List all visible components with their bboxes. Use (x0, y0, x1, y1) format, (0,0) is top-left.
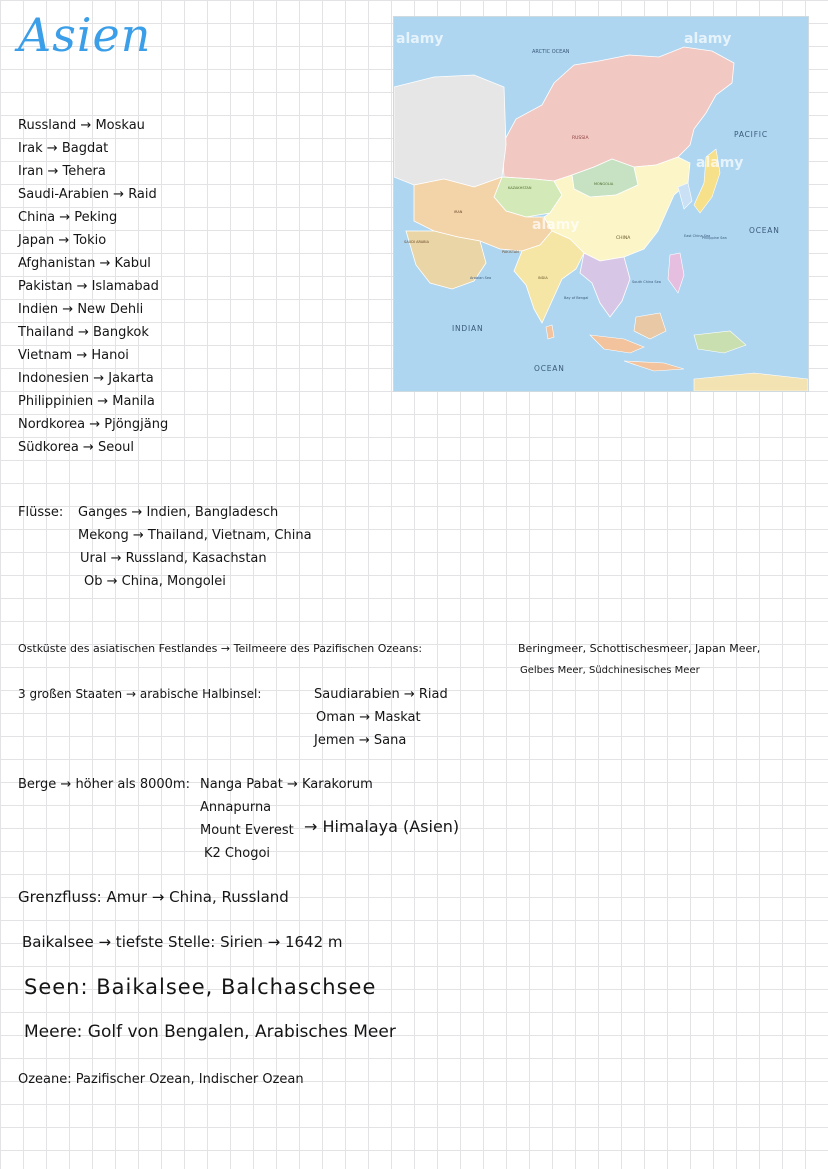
mountains-range: → Himalaya (Asien) (304, 817, 460, 836)
map-label-east-china-sea: East China Sea (684, 234, 711, 238)
list-item: Iran → Tehera (18, 164, 106, 179)
list-item: Philippinien → Manila (18, 394, 155, 409)
list-item: Ob → China, Mongolei (84, 574, 226, 589)
capitals-list (18, 114, 168, 459)
map-region-java (624, 361, 684, 371)
map-region-philippines (668, 253, 684, 293)
list-item: Oman → Maskat (316, 710, 421, 725)
mountains-label: Berge → höher als 8000m: (18, 777, 190, 792)
list-item: Jemen → Sana (314, 733, 407, 748)
map-label-mongolia: MONGOLIA (594, 182, 614, 186)
map-region-sri-lanka (546, 325, 554, 339)
asia-map (393, 16, 809, 392)
list-item: Russland → Moskau (18, 118, 145, 133)
list-item: Afghanistan → Kabul (18, 256, 151, 271)
rivers-label: Flüsse: (18, 505, 64, 520)
list-item: Indonesien → Jakarta (18, 371, 154, 386)
list-item: China → Peking (18, 210, 118, 225)
map-watermark: alamy (532, 217, 580, 233)
map-label-arabian-sea: Arabian Sea (470, 276, 492, 280)
map-watermark: alamy (696, 155, 744, 171)
list-item: Ural → Russland, Kasachstan (80, 551, 267, 566)
list-item: Indien → New Dehli (18, 302, 144, 317)
lakes: Seen: Baikalsee, Balchaschsee (24, 975, 377, 999)
map-label-india: INDIA (538, 276, 548, 280)
list-item: Ganges → Indien, Bangladesch (78, 505, 279, 520)
list-item: K2 Chogoi (204, 846, 271, 861)
map-label-philippine-sea: Philippine Sea (702, 236, 727, 240)
map-label-iran: IRAN (454, 210, 463, 214)
map-region-australia (694, 373, 808, 391)
map-label-kazakhstan: KAZAKHSTAN (508, 186, 532, 190)
coast-seas-2: Gelbes Meer, Südchinesisches Meer (520, 665, 700, 676)
map-label-saudi: SAUDI ARABIA (404, 240, 429, 244)
page-title: Asien (18, 8, 152, 62)
coast-seas-1: Beringmeer, Schottischesmeer, Japan Meer, (518, 642, 761, 655)
map-label-russia: RUSSIA (572, 136, 589, 141)
oceans: Ozeane: Pazifischer Ozean, Indischer Ozean (18, 1072, 304, 1087)
map-label-south-china-sea: South China Sea (632, 280, 661, 284)
map-label-bay-of-bengal: Bay of Bengal (564, 296, 589, 300)
map-label-ocean-east: OCEAN (749, 226, 780, 235)
list-item: Annapurna (200, 800, 272, 815)
border-river: Grenzfluss: Amur → China, Russland (18, 888, 289, 906)
seas: Meere: Golf von Bengalen, Arabisches Meer (24, 1022, 396, 1042)
list-item: Japan → Tokio (18, 233, 107, 248)
list-item: Pakistan → Islamabad (18, 279, 159, 294)
map-label-arctic: ARCTIC OCEAN (532, 49, 570, 55)
list-item: Mekong → Thailand, Vietnam, China (78, 528, 312, 543)
map-region-se-asia (580, 253, 630, 317)
list-item: Nordkorea → Pjöngjäng (18, 417, 169, 432)
map-region-indonesia (590, 335, 644, 353)
map-label-pakistan: PAKISTAN (502, 250, 519, 254)
map-region-new-guinea (694, 331, 746, 353)
map-label-indian: INDIAN (452, 324, 484, 333)
coast-line: Ostküste des asiatischen Festlandes → Teilmeere des Pazifischen Ozeans: (18, 642, 423, 655)
map-label-china: CHINA (616, 236, 631, 241)
map-label-ocean-south: OCEAN (534, 364, 565, 373)
list-item: Saudiarabien → Riad (314, 687, 448, 702)
list-item: Irak → Bagdat (18, 141, 109, 156)
map-region-borneo (634, 313, 666, 339)
list-item: Südkorea → Seoul (18, 440, 134, 455)
list-item: Mount Everest (200, 823, 294, 838)
map-label-pacific: PACIFIC (734, 130, 768, 139)
list-item: Thailand → Bangkok (18, 325, 149, 340)
map-watermark: alamy (684, 31, 732, 47)
list-item: Nanga Pabat → Karakorum (200, 777, 373, 792)
arabia-line: 3 großen Staaten → arabische Halbinsel: (18, 687, 262, 701)
map-watermark: alamy (396, 31, 444, 47)
list-item: Vietnam → Hanoi (18, 348, 129, 363)
baikal-depth: Baikalsee → tiefste Stelle: Sirien → 1642 m (22, 933, 343, 951)
map-region-europe (394, 75, 506, 187)
list-item: Saudi-Arabien → Raid (18, 187, 157, 202)
map-region-korea (678, 183, 692, 209)
asia-map-graphic (394, 17, 808, 391)
